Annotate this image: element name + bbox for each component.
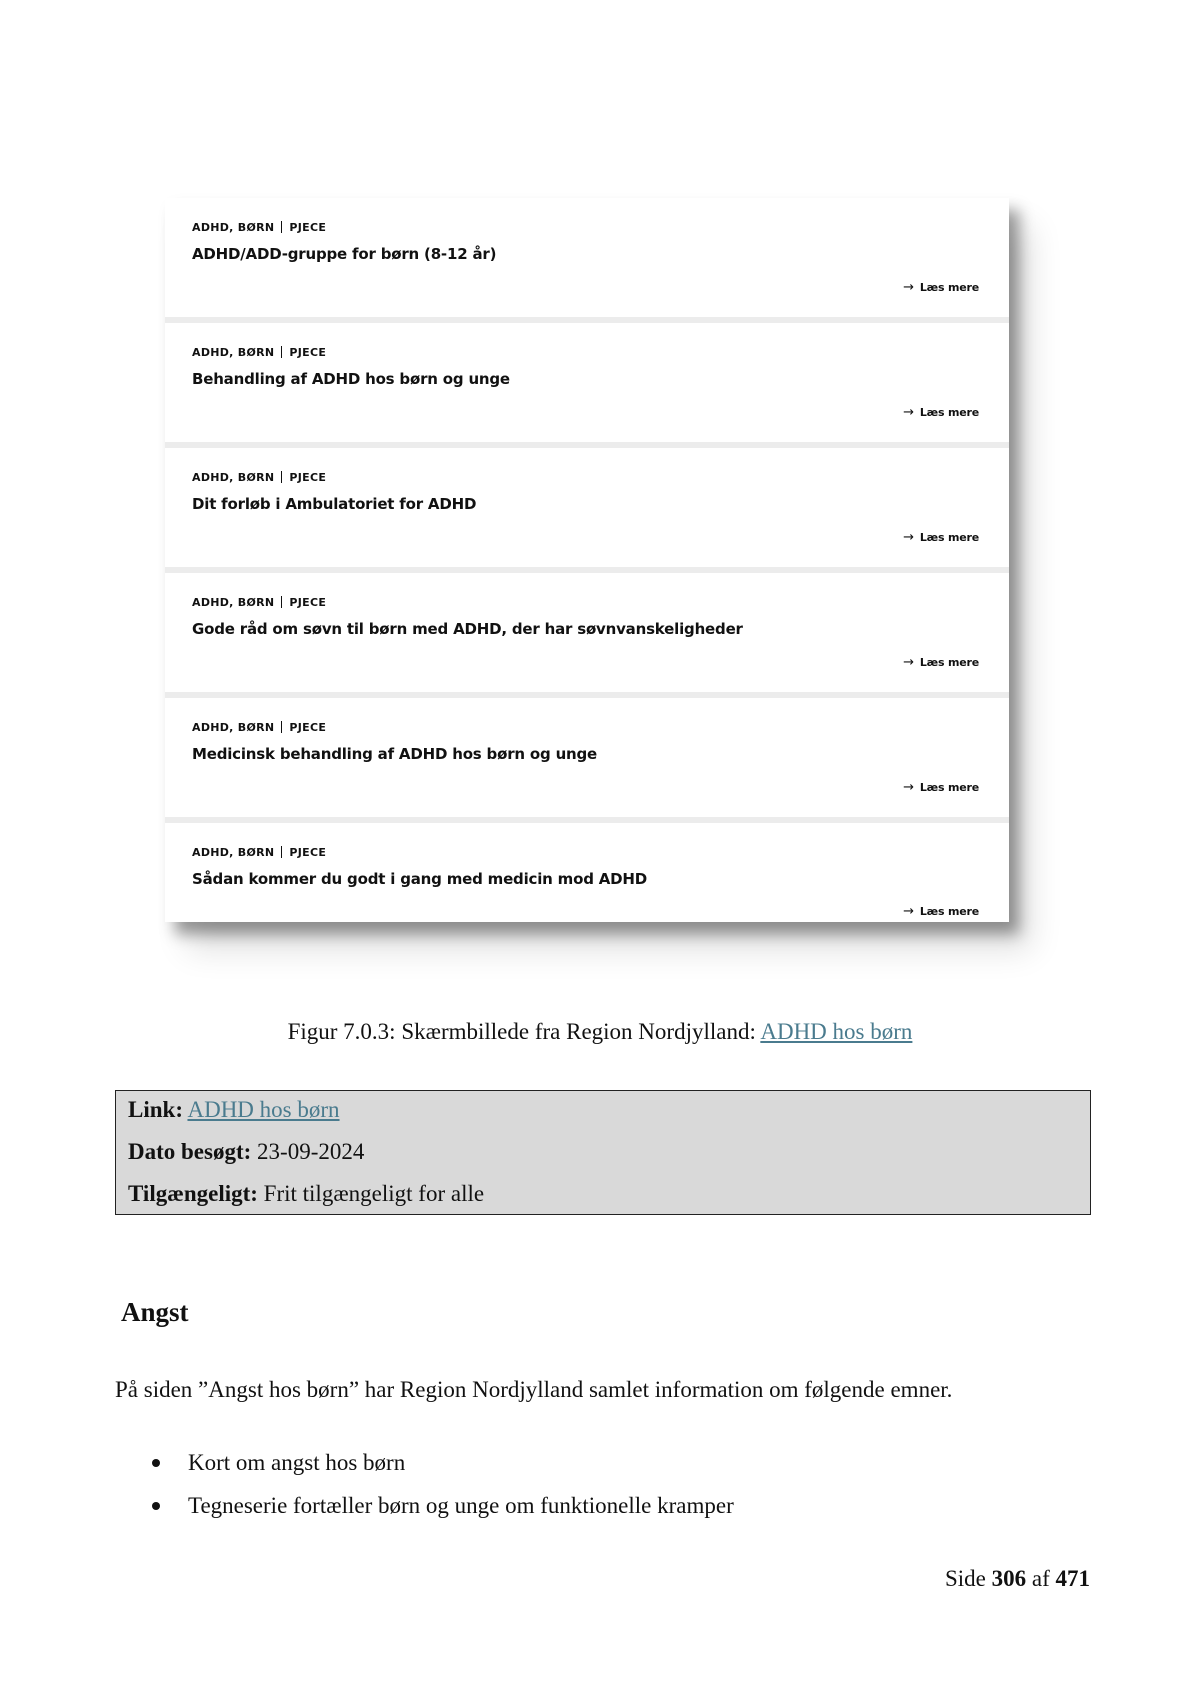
card-tags: ADHD, BØRN PJECE [192,346,327,359]
arrow-right-icon: → [903,530,914,545]
card-title[interactable]: Dit forløb i Ambulatoriet for ADHD [192,495,477,513]
read-more-link[interactable]: → Læs mere [903,530,979,545]
list-item[interactable] [165,323,1009,442]
card-tags: ADHD, BØRN PJECE [192,721,327,734]
read-more-link[interactable]: → Læs mere [903,280,979,295]
card-tags: ADHD, BØRN PJECE [192,846,327,859]
read-more-link[interactable]: → Læs mere [903,405,979,420]
arrow-right-icon: → [903,280,914,295]
arrow-right-icon: → [903,904,914,919]
card-title[interactable]: Gode råd om søvn til børn med ADHD, der har søvnvanskeligheder [192,620,743,638]
list-item[interactable] [165,698,1009,817]
list-item[interactable] [165,573,1009,692]
card-tags: ADHD, BØRN PJECE [192,471,327,484]
arrow-right-icon: → [903,655,914,670]
section-heading: Angst [121,1297,189,1327]
topic-list [115,1448,734,1534]
list-item[interactable] [165,823,1009,922]
page-number: Side 306 af 471 [944,1566,1090,1591]
source-info-box [115,1090,1091,1215]
list-item: Kort om angst hos børn [115,1448,734,1491]
section-paragraph: På siden ”Angst hos børn” har Region Nordjylland samlet information om følgende emner. [115,1377,953,1402]
screenshot-figure [165,198,1009,922]
card-title[interactable]: Sådan kommer du godt i gang med medicin mod ADHD [192,870,648,888]
source-link[interactable]: ADHD hos børn [187,1097,340,1122]
read-more-link[interactable]: → Læs mere [903,904,979,919]
list-item[interactable] [165,198,1009,317]
card-title[interactable]: ADHD/ADD-gruppe for børn (8-12 år) [192,245,497,263]
bullet-icon [152,1502,160,1510]
list-item: Tegneserie fortæller børn og unge om funktionelle kramper [115,1491,734,1534]
card-title[interactable]: Behandling af ADHD hos børn og unge [192,370,510,388]
caption-link[interactable]: ADHD hos børn [760,1019,913,1044]
arrow-right-icon: → [903,780,914,795]
link-row: Link: ADHD hos børn [128,1097,340,1122]
list-item[interactable] [165,448,1009,567]
read-more-link[interactable]: → Læs mere [903,655,979,670]
card-title[interactable]: Medicinsk behandling af ADHD hos børn og unge [192,745,598,763]
date-row: Dato besøgt: 23-09-2024 [128,1139,365,1164]
figure-caption: Figur 7.0.3: Skærmbillede fra Region Nordjylland: ADHD hos børn [287,1019,913,1044]
card-tags: ADHD, BØRN PJECE [192,596,327,609]
access-row: Tilgængeligt: Frit tilgængeligt for alle [128,1181,485,1206]
arrow-right-icon: → [903,405,914,420]
read-more-link[interactable]: → Læs mere [903,780,979,795]
bullet-icon [152,1459,160,1467]
card-tags: ADHD, BØRN PJECE [192,221,327,234]
